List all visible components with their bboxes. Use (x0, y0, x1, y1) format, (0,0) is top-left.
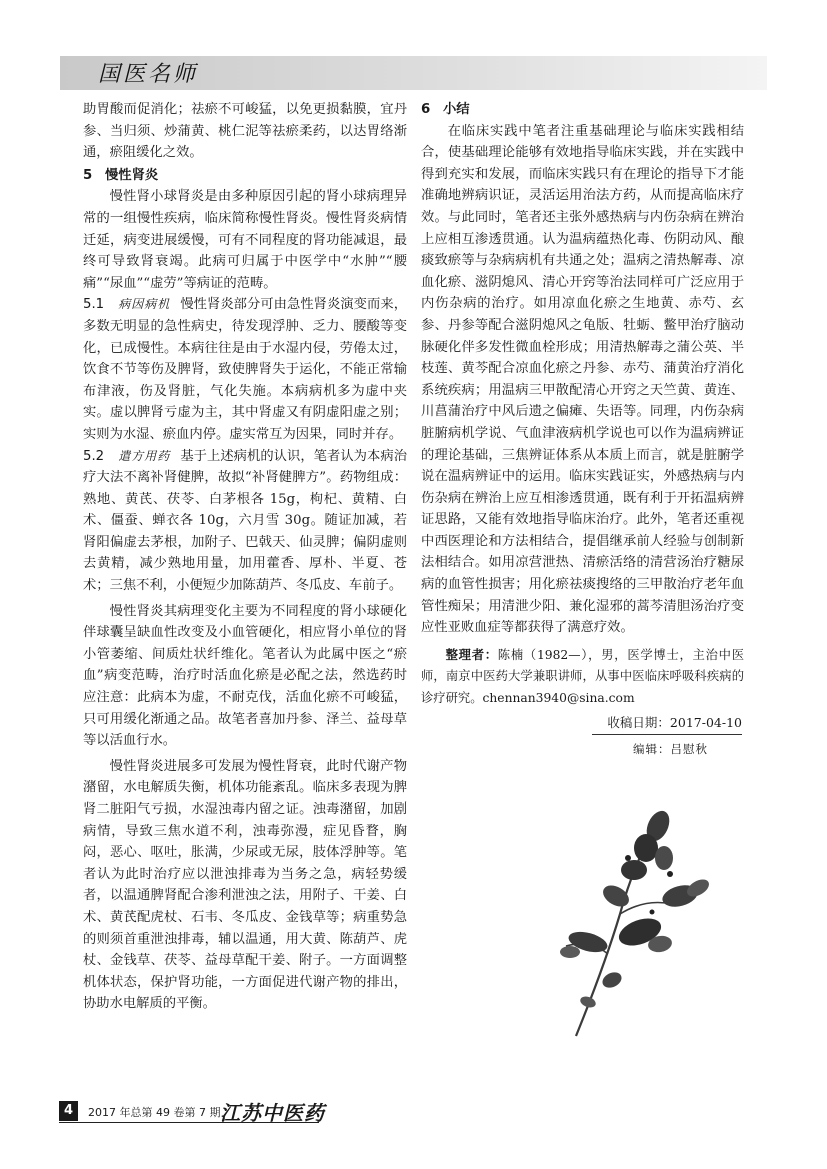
section-5-2-number: 5.2 (83, 448, 105, 464)
section-5-1-number: 5.1 (83, 297, 105, 313)
section-5-1-paragraph (83, 294, 407, 445)
section-5-title: 慢性肾炎 (105, 167, 159, 183)
received-date: 收稿日期：2017-04-10 (607, 714, 742, 730)
body-paragraph-3: 慢性肾炎进展多可发展为慢性肾衰，此时代谢产物潴留，水电解质失衡，机体功能紊乱。临床多表现为脾肾二脏阳气亏损，水湿浊毒内留之证。浊毒潴留，加剧病情，导致三焦水道不利，浊毒弥漫，症见昏瞀，胸闷，恶心、呕吐，胀满，少尿或无尿，肢体浮肿等。笔者认为此时治疗应以泄浊排毒为当务之急，病轻势缓者，以温通脾肾配合渗利泄浊之法，用附子、干姜、白术、黄芪配虎杖、石韦、冬瓜皮、金钱草等；病重势急的则须首重泄浊排毒，辅以温通，用大黄、陈葫芦、虎杖、金钱草、茯苓、益母草配干姜、附子。一方面调整机体状态，保护肾功能，一方面促进代谢产物的排出，协助水电解质的平衡。 (83, 758, 407, 1012)
section-5-1-title: 病因病机 (118, 297, 171, 312)
summary-paragraph: 在临床实践中笔者注重基础理论与临床实践相结合，使基础理论能够有效地指导临床实践，并在实践中得到充实和发展，而临床实践只有在理论的指导下才能准确地辨病识证，灵活运用治法方药，从而提高临床疗效。与此同时，笔者还主张外感热病与内伤杂病在辨治上应相互渗透贯通。认为温病蕴热化毒、伤阴动风、酿痰致瘀等与杂病病机有共通之处；温病之清热解毒、凉血化瘀、滋阴熄风、清心开窍等治法同样可广泛应用于内伤杂病的治疗。如用凉血化瘀之生地黄、赤芍、玄参、丹参等配合滋阴熄风之龟版、牡蛎、鳖甲治疗脑动脉硬化伴多发性微血栓形成；用清热解毒之蒲公英、半枝莲、黄芩配合凉血化瘀之丹参、赤芍、蒲黄治疗消化系统疾病；用温病三甲散配清心开窍之天竺黄、黄连、川菖蒲治疗中风后遗之偏瘫、失语等。同理，内伤杂病脏腑病机学说、气血津液病机学说也可以作为温病辨证的理论基础，三焦辨证体系从本质上而言，就是脏腑学说在温病辨证中的运用。临床实践证实，外感热病与内伤杂病在辨治上应互相渗透贯通，既有利于开拓温病辨证思路，又能有效地指导临床治疗。此外，笔者还重视中西医理论和方法相结合，提倡继承前人经验与创制新法相结合。如用凉营泄热、清瘀活络的清营汤治疗糖尿病的血管性损害；用化瘀祛痰搜络的三甲散治疗老年血管性痴呆；用清泄少阳、兼化湿邪的蒿芩清胆汤治疗变应性亚败血症等都获得了满意疗效。 (421, 123, 744, 636)
section-6-title: 小结 (443, 102, 470, 117)
section-6-heading (421, 99, 744, 121)
right-column (421, 99, 744, 759)
left-column (83, 99, 407, 1015)
received-divider (592, 734, 742, 735)
issue-info: 2017 年总第 49 卷第 7 期 (88, 1106, 221, 1119)
journal-name: 江苏中医药 (220, 1101, 325, 1125)
section-5-1-text: 慢性肾炎部分可由急性肾炎演变而来，多数无明显的急性病史，待发现浮肿、乏力、腰酸等变化，已成慢性。本病往往是由于水湿内侵，劳倦太过，饮食不节等伤及脾肾，致使脾肾失于运化，不能正常输布津液，伤及肾脏，气化失施。本病病机多为虚中夹实。虚以脾肾亏虚为主，其中肾虚又有阴虚阳虚之别；实则为水湿、瘀血内停。虚实常互为因果，同时并存。 (83, 297, 407, 442)
section-5-number: 5 (83, 167, 93, 183)
body-paragraph-2: 慢性肾炎其病理变化主要为不同程度的肾小球硬化伴球囊呈缺血性改变及小血管硬化，相应肾小单位的肾小管萎缩、间质灶状纤维化。笔者认为此属中医之“瘀血”病变范畴，治疗时活血化瘀是必配之法，然选药时应注意：此病本为虚，不耐克伐，活血化瘀不可峻猛，只可用缓化渐通之品。故笔者喜加丹参、泽兰、益母草等以活血行水。 (83, 603, 407, 749)
column-name: 国医名师 (98, 62, 199, 87)
author-bio (421, 645, 744, 710)
intro-paragraph: 助胃酸而促消化；祛瘀不可峻猛，以免更损黏膜，宜丹参、当归须、炒蒲黄、桃仁泥等祛瘀柔药，以达胃络渐通，瘀阻缓化之效。 (83, 102, 407, 161)
section-5-2-text: 基于上述病机的认识，笔者认为本病治疗大法不离补肾健脾，故拟“补肾健脾方”。药物组成：熟地、黄芪、茯苓、白茅根各 15g，枸杞、黄精、白术、僵蚕、蝉衣各 10g，六月雪 30g。随证加减，若肾阳偏虚去茅根，加附子、巴戟天、仙灵脾；偏阴虚则去黄精，减少熟地用量，加用藿香、厚朴、半夏、苍术；三焦不利，小便短少加陈葫芦、冬瓜皮、车前子。 (83, 448, 407, 594)
section-5-2-title: 遣方用药 (118, 448, 171, 463)
editor-credit: 编辑：吕慰秋 (633, 741, 708, 756)
section-5-heading (83, 165, 407, 187)
footer-rule (59, 1122, 319, 1123)
author-bio-text: 陈楠（1982—），男，医学博士，主治中医师，南京中医药大学兼职讲师，从事中医临床呼吸科疾病的诊疗研究。chennan3940@sina.com (421, 647, 744, 706)
section-5-2-paragraph (83, 446, 407, 597)
plant-sprig-icon (548, 804, 728, 1049)
section-6-number: 6 (421, 102, 431, 117)
page-number: 4 (59, 1101, 78, 1121)
section-5-paragraph: 慢性肾小球肾炎是由多种原因引起的肾小球病理异常的一组慢性疾病，临床简称慢性肾炎。慢性肾炎病情迁延，病变进展缓慢，可有不同程度的肾功能减退，最终可导致肾衰竭。此病可归属于中医学中“水肿”“腰痛”“尿血”“虚劳”等病证的范畴。 (83, 189, 407, 291)
author-bio-label: 整理者： (445, 647, 498, 662)
